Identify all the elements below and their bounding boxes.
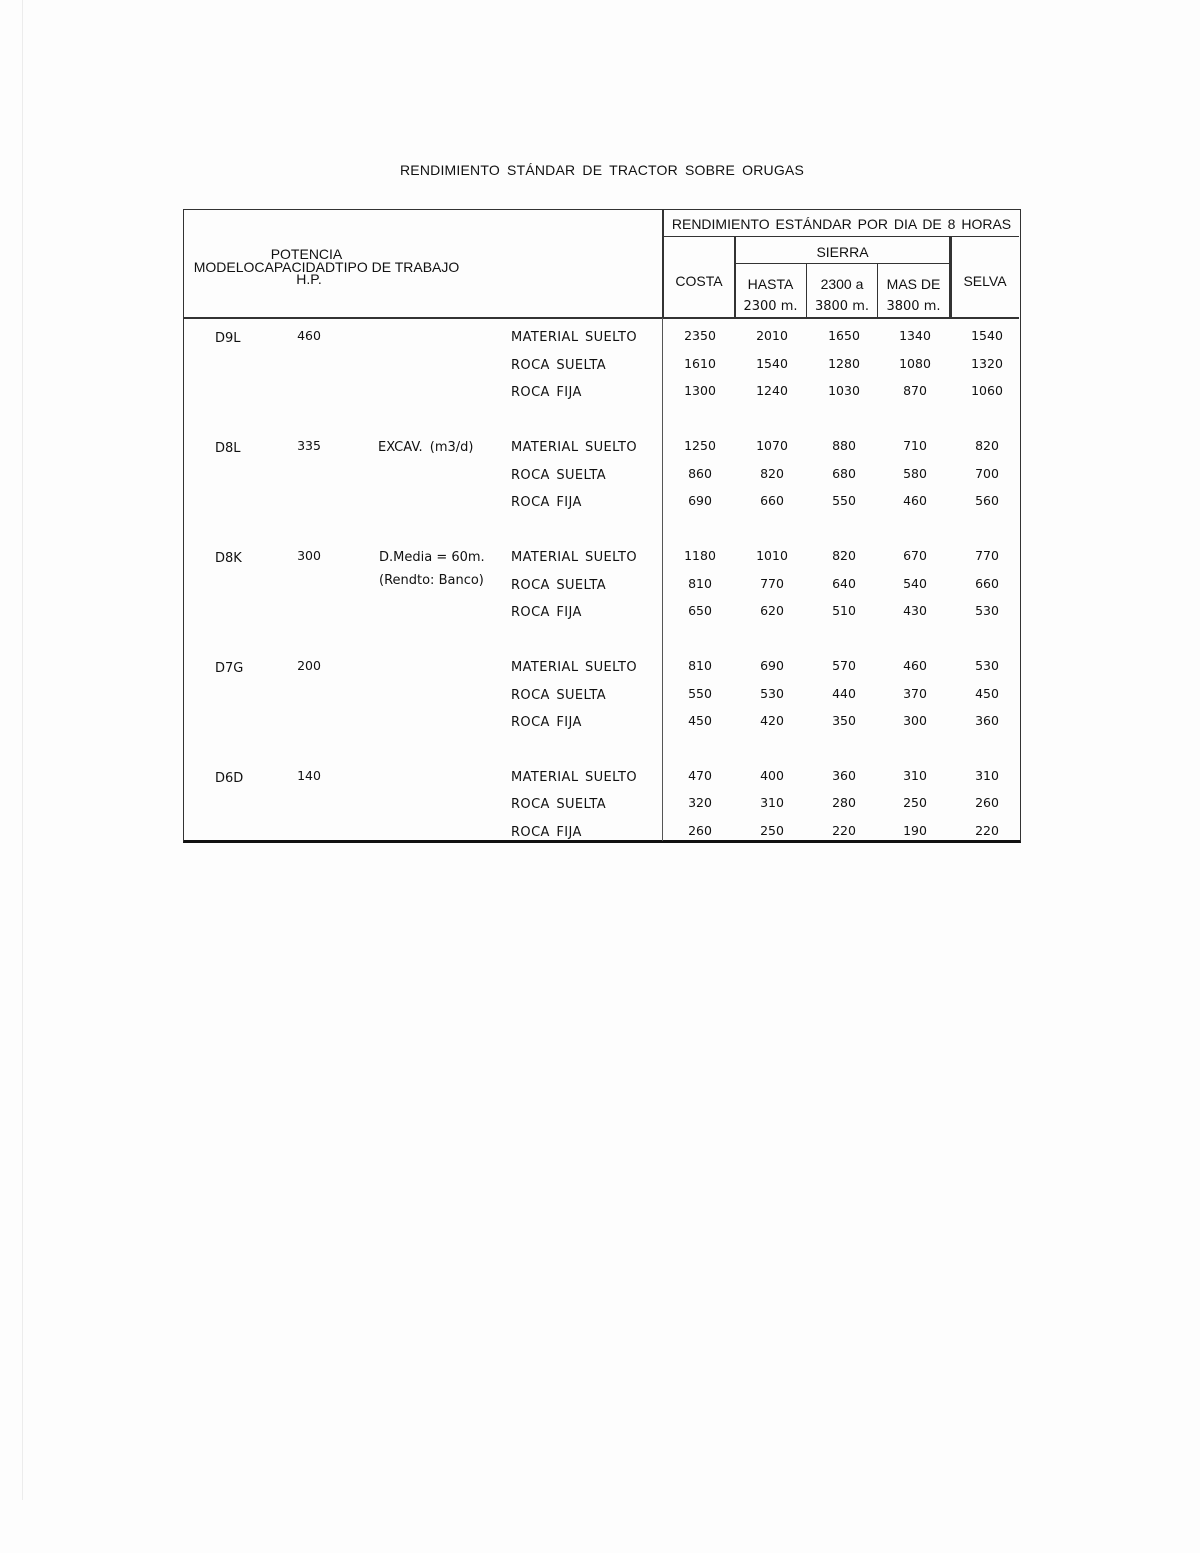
value-cell: 550 — [832, 493, 856, 508]
value-cell: 460 — [903, 493, 927, 508]
header-sierra-hasta-2300 — [735, 277, 806, 314]
value-cell: 570 — [832, 658, 856, 673]
value-cell: 430 — [903, 603, 927, 618]
material-cell: ROCA SUELTA — [511, 357, 607, 373]
value-cell: 530 — [760, 685, 784, 701]
material-cell: MATERIAL SUELTO — [511, 550, 637, 565]
value-cell: 770 — [760, 575, 784, 591]
header-sierra: SIERRA — [816, 244, 869, 260]
header-divider-sierra — [734, 263, 949, 264]
note-rendto: (Rendto: Banco) — [379, 573, 484, 588]
value-cell: 1540 — [756, 355, 788, 371]
value-cell: 860 — [688, 465, 712, 481]
header-sierra-mid-line1: 2300 a — [820, 276, 864, 292]
material-cell: ROCA FIJA — [511, 824, 582, 840]
value-cell: 1240 — [756, 383, 788, 398]
value-cell: 1320 — [971, 355, 1003, 371]
header-costa: COSTA — [675, 273, 723, 289]
material-cell: MATERIAL SUELTO — [511, 330, 637, 345]
hp-cell: 140 — [297, 768, 321, 783]
value-cell: 350 — [832, 713, 856, 728]
value-cell: 450 — [688, 713, 712, 728]
material-cell: ROCA FIJA — [511, 605, 582, 620]
header-sierra-mas-de-3800 — [878, 277, 949, 314]
value-cell: 690 — [760, 658, 784, 673]
page-title: RENDIMIENTO STÁNDAR DE TRACTOR SOBRE ORUGAS — [400, 162, 804, 178]
model-cell: D8K — [215, 551, 242, 566]
value-cell: 770 — [975, 548, 999, 563]
performance-table — [183, 209, 1021, 843]
value-cell: 260 — [975, 795, 999, 811]
value-cell: 400 — [760, 768, 784, 783]
value-cell: 530 — [975, 603, 999, 618]
value-cell: 660 — [975, 575, 999, 591]
value-cell: 440 — [832, 685, 856, 701]
header-modelo-capacidad-tipo: MODELOCAPACIDADTIPO DE TRABAJO — [193, 259, 460, 275]
value-cell: 310 — [903, 768, 927, 783]
value-cell: 620 — [760, 603, 784, 618]
value-cell: 360 — [832, 768, 856, 783]
material-cell: MATERIAL SUELTO — [511, 770, 637, 785]
value-cell: 370 — [903, 685, 927, 701]
body-divider — [662, 318, 663, 841]
material-cell: ROCA SUELTA — [511, 797, 607, 813]
material-cell: MATERIAL SUELTO — [511, 660, 637, 675]
header-bottom-rule — [184, 317, 1019, 319]
value-cell: 810 — [688, 658, 712, 673]
header-sierra-hasta-line2: 2300 m. — [743, 299, 798, 314]
model-cell: D6D — [215, 771, 244, 786]
value-cell: 540 — [903, 575, 927, 591]
material-cell: ROCA SUELTA — [511, 687, 607, 703]
material-cell: ROCA FIJA — [511, 495, 582, 510]
value-cell: 1030 — [828, 383, 860, 398]
header-sierra-hasta-line1: HASTA — [747, 276, 794, 292]
header-rendimiento: RENDIMIENTO ESTÁNDAR POR DIA DE 8 HORAS — [671, 216, 1012, 232]
value-cell: 470 — [688, 768, 712, 783]
value-cell: 280 — [832, 795, 856, 811]
value-cell: 820 — [760, 465, 784, 481]
value-cell: 1010 — [756, 548, 788, 563]
value-cell: 1300 — [684, 383, 716, 398]
material-cell: ROCA FIJA — [511, 385, 582, 400]
header-hp: H.P. — [296, 271, 322, 287]
value-cell: 560 — [975, 493, 999, 508]
value-cell: 310 — [975, 768, 999, 783]
value-cell: 670 — [903, 548, 927, 563]
value-cell: 360 — [975, 713, 999, 728]
value-cell: 260 — [688, 822, 712, 838]
value-cell: 820 — [832, 548, 856, 563]
value-cell: 550 — [688, 685, 712, 701]
page-margin-rule — [22, 0, 23, 1500]
value-cell: 870 — [903, 383, 927, 398]
value-cell: 680 — [832, 465, 856, 481]
value-cell: 640 — [832, 575, 856, 591]
value-cell: 650 — [688, 603, 712, 618]
value-cell: 530 — [975, 658, 999, 673]
value-cell: 710 — [903, 438, 927, 453]
material-cell: ROCA FIJA — [511, 715, 582, 730]
model-cell: D9L — [215, 331, 241, 346]
value-cell: 450 — [975, 685, 999, 701]
value-cell: 810 — [688, 575, 712, 591]
hp-cell: 335 — [297, 438, 321, 453]
header-sierra-2300-3800 — [807, 277, 877, 314]
value-cell: 1250 — [684, 438, 716, 453]
value-cell: 420 — [760, 713, 784, 728]
value-cell: 510 — [832, 603, 856, 618]
header-sierra-mid-line2: 3800 m. — [814, 299, 869, 314]
value-cell: 250 — [760, 822, 784, 838]
value-cell: 700 — [975, 465, 999, 481]
value-cell: 690 — [688, 493, 712, 508]
header-sierra-mas-line2: 3800 m. — [886, 299, 941, 314]
hp-cell: 200 — [297, 658, 321, 673]
value-cell: 1180 — [684, 548, 716, 563]
value-cell: 1540 — [971, 328, 1003, 343]
value-cell: 220 — [975, 822, 999, 838]
header-sierra-mas-line1: MAS DE — [886, 276, 941, 292]
material-cell: MATERIAL SUELTO — [511, 440, 637, 455]
value-cell: 580 — [903, 465, 927, 481]
value-cell: 1080 — [899, 355, 931, 371]
value-cell: 250 — [903, 795, 927, 811]
hp-cell: 300 — [297, 548, 321, 563]
value-cell: 460 — [903, 658, 927, 673]
value-cell: 220 — [832, 822, 856, 838]
value-cell: 310 — [760, 795, 784, 811]
material-cell: ROCA SUELTA — [511, 467, 607, 483]
header-potencia: POTENCIA — [270, 246, 343, 262]
header-divider-rendimiento — [662, 236, 1019, 237]
value-cell: 1060 — [971, 383, 1003, 398]
note-excav: EXCAV. (m3/d) — [378, 440, 474, 455]
model-cell: D7G — [215, 661, 244, 676]
header-selva: SELVA — [963, 273, 1007, 289]
value-cell: 190 — [903, 822, 927, 838]
material-cell: ROCA SUELTA — [511, 577, 607, 593]
value-cell: 300 — [903, 713, 927, 728]
model-cell: D8L — [215, 441, 241, 456]
value-cell: 880 — [832, 438, 856, 453]
note-dmedia: D.Media = 60m. — [379, 550, 485, 565]
value-cell: 1610 — [684, 355, 716, 371]
value-cell: 660 — [760, 493, 784, 508]
value-cell: 1280 — [828, 355, 860, 371]
value-cell: 1650 — [828, 328, 860, 343]
value-cell: 1340 — [899, 328, 931, 343]
value-cell: 2350 — [684, 328, 716, 343]
value-cell: 820 — [975, 438, 999, 453]
value-cell: 320 — [688, 795, 712, 811]
value-cell: 1070 — [756, 438, 788, 453]
hp-cell: 460 — [297, 328, 321, 343]
value-cell: 2010 — [756, 328, 788, 343]
